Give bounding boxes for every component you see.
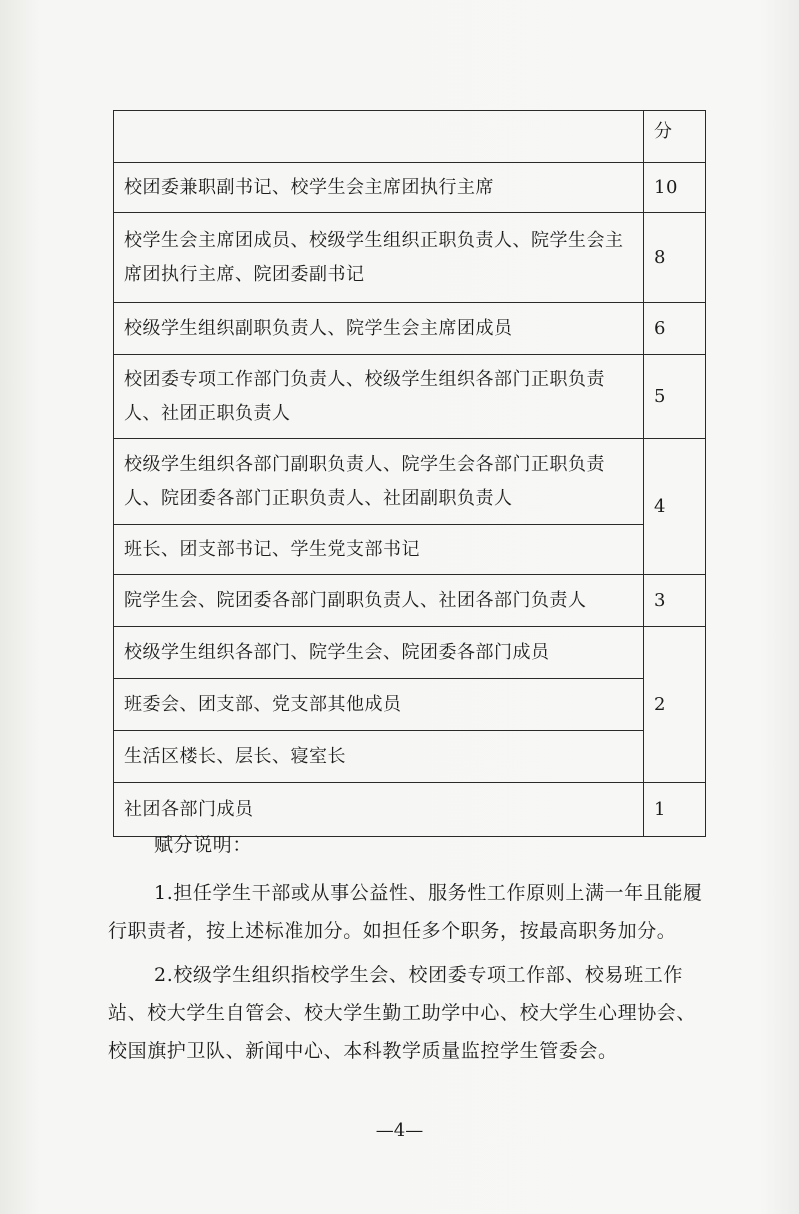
position-cell: 校团委兼职副书记、校学生会主席团执行主席 bbox=[114, 163, 644, 213]
note-item: 1.担任学生干部或从事公益性、服务性工作原则上满一年且能履行职责者，按上述标准加分。如担任多个职务，按最高职务加分。 bbox=[108, 882, 703, 942]
table-header-row bbox=[114, 111, 706, 163]
position-cell: 班长、团支部书记、学生党支部书记 bbox=[114, 525, 644, 575]
score-cell: 10 bbox=[644, 163, 706, 213]
position-cell: 校级学生组织副职负责人、院学生会主席团成员 bbox=[114, 303, 644, 355]
table-row bbox=[114, 575, 706, 627]
score-cell: 4 bbox=[644, 439, 706, 575]
position-cell: 生活区楼长、层长、寝室长 bbox=[114, 731, 644, 783]
score-cell: 3 bbox=[644, 575, 706, 627]
position-cell: 社团各部门成员 bbox=[114, 783, 644, 837]
table-row bbox=[114, 355, 706, 439]
table-row bbox=[114, 731, 706, 783]
position-cell: 校级学生组织各部门副职负责人、院学生会各部门正职负责人、院团委各部门正职负责人、社团副职负责人 bbox=[114, 439, 644, 525]
header-score-cell: 分 bbox=[644, 111, 706, 163]
page-number: —4— bbox=[375, 1120, 424, 1141]
score-cell: 8 bbox=[644, 213, 706, 303]
position-cell: 校级学生组织各部门、院学生会、院团委各部门成员 bbox=[114, 627, 644, 679]
table-row bbox=[114, 439, 706, 525]
table-row bbox=[114, 303, 706, 355]
table-row bbox=[114, 679, 706, 731]
position-cell: 校团委专项工作部门负责人、校级学生组织各部门正职负责人、社团正职负责人 bbox=[114, 355, 644, 439]
table-row bbox=[114, 163, 706, 213]
table-row bbox=[114, 213, 706, 303]
notes-title: 赋分说明： bbox=[154, 834, 253, 856]
score-cell: 1 bbox=[644, 783, 706, 837]
position-cell: 班委会、团支部、党支部其他成员 bbox=[114, 679, 644, 731]
score-table bbox=[113, 110, 706, 837]
score-cell: 2 bbox=[644, 627, 706, 783]
score-cell: 6 bbox=[644, 303, 706, 355]
table-row bbox=[114, 627, 706, 679]
position-cell: 院学生会、院团委各部门副职负责人、社团各部门负责人 bbox=[114, 575, 644, 627]
note-item: 2.校级学生组织指校学生会、校团委专项工作部、校易班工作站、校大学生自管会、校大学生勤工助学中心、校大学生心理协会、校国旗护卫队、新闻中心、本科教学质量监控学生管委会。 bbox=[108, 964, 697, 1062]
table-row bbox=[114, 525, 706, 575]
header-position-cell bbox=[114, 111, 644, 163]
position-cell: 校学生会主席团成员、校级学生组织正职负责人、院学生会主席团执行主席、院团委副书记 bbox=[114, 213, 644, 303]
scoring-notes bbox=[108, 826, 708, 1070]
score-cell: 5 bbox=[644, 355, 706, 439]
